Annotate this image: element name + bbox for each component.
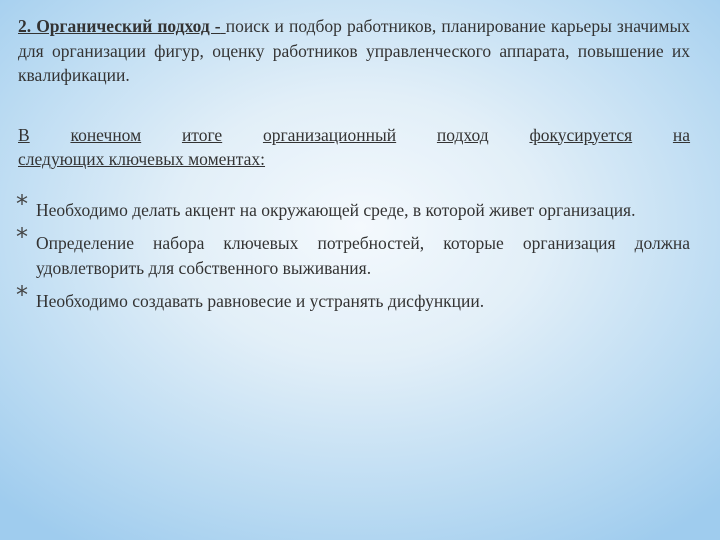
conclusion-line2-text: следующих ключевых моментах: <box>18 149 266 169</box>
list-item <box>16 189 690 223</box>
organic-approach-text: поиск и подбор работников, планирование карьеры значимых для организации фигур, оценку работников управленческого аппарата, повышение их квалификации. <box>18 16 691 85</box>
list-item-text: Необходимо создавать равновесие и устранять дисфункции. <box>36 291 485 311</box>
word-6: фокусируется <box>529 124 633 145</box>
list-item <box>16 281 690 314</box>
paragraph-conclusion-line1 <box>18 123 690 148</box>
key-points-list <box>16 189 690 314</box>
word-5: подход <box>436 124 489 145</box>
heading-organic-approach: 2. Органический подход - <box>18 16 221 36</box>
slide-content <box>18 14 690 323</box>
word-3: итоге <box>181 124 223 145</box>
list-item <box>16 223 690 280</box>
word-7: на <box>672 124 691 145</box>
asterisk-bullet-icon: * <box>16 189 28 218</box>
list-item-text: Необходимо делать акцент на окружающей среде, в которой живет организация. <box>36 199 636 220</box>
paragraph-conclusion-line2 <box>18 147 690 172</box>
paragraph-organic-approach <box>18 14 690 88</box>
word-1: В <box>18 124 30 145</box>
word-2: конечном <box>70 124 142 145</box>
word-4: организационный <box>262 124 397 145</box>
asterisk-bullet-icon: * <box>16 223 28 251</box>
asterisk-bullet-icon: * <box>16 281 28 309</box>
list-item-text: Определение набора ключевых потребностей, которые организация должна удовлетворить для собственного выживания. <box>36 233 690 278</box>
